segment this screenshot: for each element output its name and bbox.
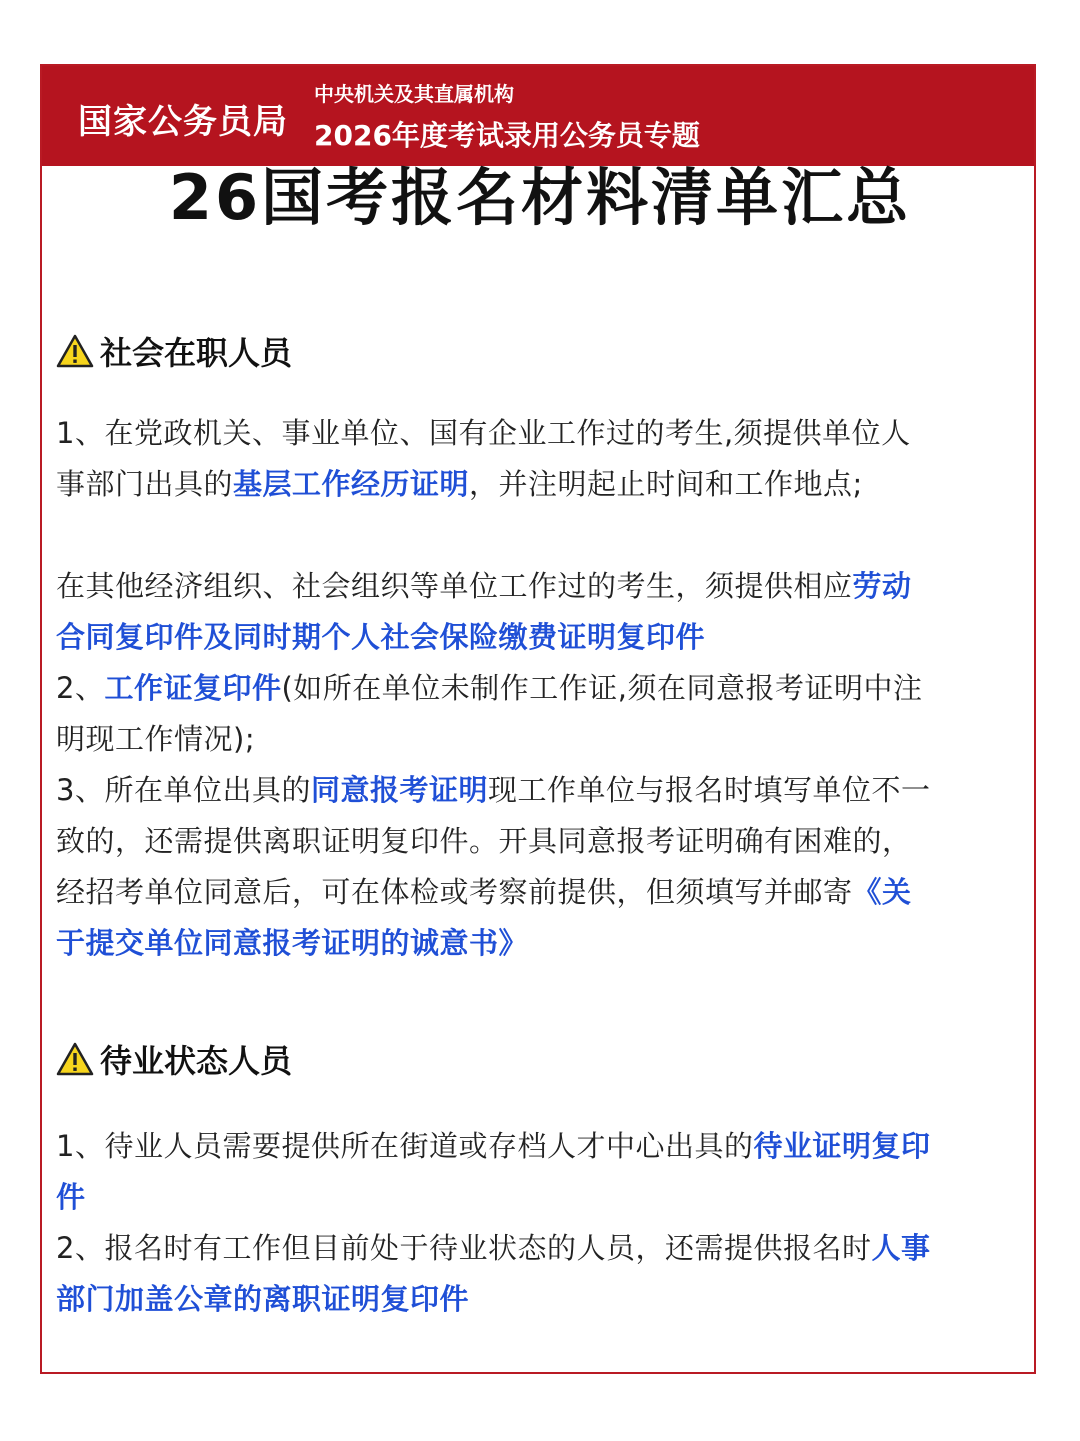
text-run: 2、报名时有工作但目前处于待业状态的人员，还需提供报名时: [56, 1231, 872, 1265]
unemployed-item-2: [56, 1223, 940, 1325]
text-run: 现工作单位与报名时填写单位不一致的，还需提供离职证明复印件。开具同意报考证明确有困难的，经招考单位同意后，可在体检或考察前提供，但须填写并邮寄: [56, 773, 931, 909]
banner-subtitle: 中央机关及其直属机构: [314, 82, 514, 106]
highlight-text: 基层工作经历证明: [233, 467, 470, 501]
banner-topic: 2026年度考试录用公务员专题: [314, 119, 700, 152]
employed-item-1: [56, 408, 940, 510]
text-run: 1、待业人员需要提供所在街道或存档人才中心出具的: [56, 1129, 754, 1163]
highlight-text: 工作证复印件: [104, 671, 282, 705]
unemployed-item-1: [56, 1121, 940, 1223]
section-heading-employed: [56, 328, 292, 374]
text-run: (如所在单位未制作工作证,须在同意报考证明中注明现工作情况);: [56, 671, 923, 756]
warning-icon: [56, 334, 94, 368]
employed-item-2: [56, 663, 940, 765]
highlight-text: 人事部门加盖公章的离职证明复印件: [56, 1231, 931, 1316]
section-heading-label: 社会在职人员: [100, 334, 293, 372]
text-run: ，并注明起止时间和工作地点;: [469, 467, 863, 501]
employed-item-3: [56, 765, 940, 969]
text-run: 3、所在单位出具的: [56, 773, 311, 807]
section-heading-label: 待业状态人员: [100, 1042, 293, 1080]
highlight-text: 劳动合同复印件及同时期个人社会保险缴费证明复印件: [56, 569, 912, 654]
warning-icon: [56, 1042, 94, 1076]
page-title: 26国考报名材料清单汇总: [168, 161, 912, 234]
section-heading-unemployed: [56, 1036, 292, 1082]
text-run: 1、在党政机关、事业单位、国有企业工作过的考生,须提供单位人事部门出具的: [56, 416, 911, 501]
text-run: 2、: [56, 671, 105, 705]
highlight-text: 同意报考证明: [310, 773, 488, 807]
text-run: 在其他经济组织、社会组织等单位工作过的考生，须提供相应: [56, 569, 853, 603]
highlight-text: 待业证明复印件: [56, 1129, 931, 1214]
highlight-text: 《关于提交单位同意报考证明的诚意书》: [56, 875, 912, 960]
employed-item-1b: [56, 561, 940, 663]
banner-org-name: 国家公务员局: [78, 102, 288, 142]
